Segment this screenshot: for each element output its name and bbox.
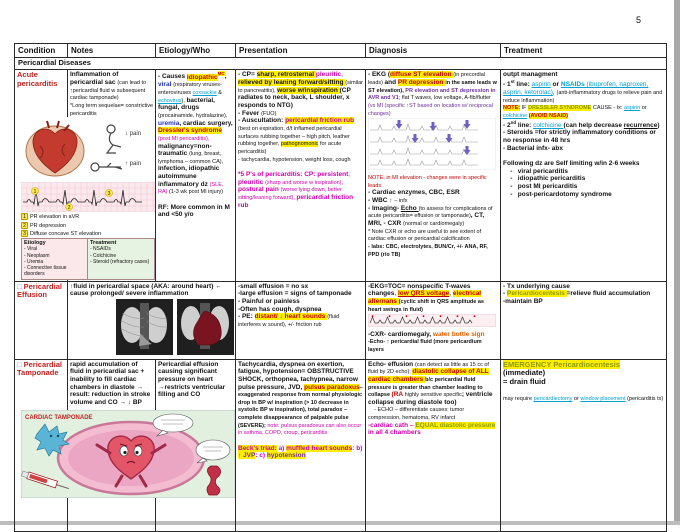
minitable-item: - Colchicine [90, 252, 117, 259]
pericardial-diseases-table [14, 43, 667, 532]
minitable-item: - NSAIDs [90, 246, 111, 253]
cartoon-title: CARDIAC TAMPONADE [25, 415, 93, 422]
effusion-presentation-text: -small effusion = no sx -large effusion = signs of tamponade - Painful or painless -Often has cough, dyspnea - PE: distant/ ↓ heart sounds (fluid interferes w sound), +/- friction rub [238, 282, 352, 328]
legend-text-2: PR depression [30, 222, 67, 229]
cardiac-tamponade-cartoon [21, 410, 235, 501]
cxr-water-bottle [177, 299, 234, 355]
tamponade-etiology-text: Pericardial effusion causing significant pressure on heart →restricts ventricular filling and CO [158, 360, 226, 399]
acute-notes-text: Inflammation of pericardial sac (can lead to ↑pericardial fluid w subsequent cardiac tamponade) *Long term sequelae= constrictive pericarditis [70, 71, 154, 117]
acute-etiology-text: - Causes idiopathic$^{MC}$, viral (respiratory viruses- enteroviruses coxsackie & echovirus), bacterial, fungal, drugs (procainamide, hydralazine), uremia, cardiac surgery, Dressler's syndrome (post MI pericarditis), malignancy=non-traumatic (lung, breast, lymphoma – common CA), infection, idiopathic autoimmune inflammatory dz (SLE, RA) (1-3 wk post MI injury) RF: More common in M and <50 y/o [158, 71, 233, 219]
page-number: 5 [636, 15, 642, 25]
effusion-presentation-cell [236, 281, 366, 359]
acute-diagnosis-text-bottom: NOTE: in MI elevation - changes were in specific leads - Cardiac enzymes, CBC, ESR - WBC ↑ – infx - Imaging- Echo (to assess for complications of acute pericarditis= effusion or tamponade), CT, MRI, - CXR (normal or cardiomegaly) * Note CXR or echo are useful to see extent of cardiac effusion or pericardial calcification - labs: CBC, electrolytes, BUN/Cr, +/- ANA, RF, PPD (r/o TB) [368, 175, 493, 258]
acute-etiology-cell [156, 70, 236, 281]
row-pericardial-tamponade [15, 359, 667, 531]
condition-label: Pericardial Effusion [17, 281, 62, 299]
label-lying-pain: ↑ pain [125, 161, 142, 168]
ecg-marker-3: 3 [107, 191, 111, 198]
minitable-item: - Neoplasm [24, 252, 50, 259]
legend-chip-3: 3 [21, 230, 28, 237]
legend-text-3: Diffuse concave ST elevation [30, 230, 102, 237]
minitable-treatment-col [88, 239, 154, 279]
ecg-legend [21, 213, 155, 237]
acute-presentation-cell [236, 70, 366, 281]
header-row [15, 44, 667, 58]
acute-diagnosis-text-top: - EKG (diffuse ST elevation (in precordial leads) and PR depression in the same leads w ST elevation), PR elevation and ST depression in AVR and V1; flat T waves, low voltage, A-fib/flutter (vs MI (specific ↑ST based on location w/ reciprocal changes) [368, 71, 497, 117]
tamponade-notes-text: rapid accumulation of fluid in pericardial sac + inability to fill cardiac chambers in diastole → result: reduction in stroke volume and CO → ↓ BP [70, 360, 151, 406]
diffuse-st-elevation-ecg-figure [368, 118, 498, 173]
minitable-etiology-title: Etiology [24, 239, 46, 246]
cxr-normal [116, 299, 173, 355]
legend-item [21, 222, 155, 230]
condition-name-acute: Acute pericarditis [17, 70, 58, 88]
tamponade-presentation-text: Tachycardia, dyspnea on exertion, fatigue, hypotension= OBSTRUCTIVE SHOCK, orthopnea, tachypnea, narrow pulse pressure, JVD, pulsus paradoxus– exaggerated response from normal physiologic drop in BP w/ inspiration (> 10 decrease in systolic BP w inspiration), total paradox – complete disappearance of palpable pulse (SEVERE); note: pulsus paradoxus can also occur in asthma, COPD, croup, pericarditis Beck's triad: a) muffled heart sounds: b) ↑ JVP: c) hypotension [238, 360, 363, 460]
col-header-condition: Condition [15, 44, 68, 58]
scan-edge-right [674, 0, 680, 525]
effusion-treatment-cell [501, 281, 667, 359]
condition-name-tamponade [17, 361, 65, 378]
legend-chip-1: 1 [21, 213, 28, 220]
acute-treatment-cell [501, 70, 667, 281]
effusion-notes-cell [68, 281, 236, 359]
col-header-diagnosis: Diagnosis [366, 44, 501, 58]
ecg-marker-2: 2 [67, 205, 71, 212]
effusion-diagnosis-text-bottom: -CXR- cardiomegaly, water bottle sign -Echo- ↑ pericardial fluid (more pericardium layers [368, 330, 485, 354]
minitable-etiology-col [22, 239, 88, 279]
section-title: Pericardial Diseases [15, 58, 667, 70]
tamponade-presentation-cell [236, 359, 366, 531]
condition-name-effusion [17, 283, 65, 300]
legend-chip-2: 2 [21, 222, 28, 229]
acute-diagnosis-cell [366, 70, 501, 281]
effusion-diagnosis-cell [366, 281, 501, 359]
section-row [15, 58, 667, 70]
col-header-treatment: Treatment [501, 44, 667, 58]
legend-item [21, 213, 155, 221]
ecg-marker-1: 1 [33, 189, 37, 196]
electrical-alternans-ecg-figure [368, 314, 498, 330]
tamponade-diagnosis-cell [366, 359, 501, 531]
effusion-diagnosis-text-top: -EKG=TOC= nonspecific T-waves changes, low QRS voltage, electrical alternans (cyclic shift in QRS amplitude as heart swings in fluid) [368, 282, 484, 313]
col-header-notes: Notes [68, 44, 156, 58]
minitable-item: - Connective tissue disorders [24, 265, 67, 278]
chest-xray-comparison-figure [116, 299, 233, 358]
heart-position-illustration [21, 117, 155, 181]
legend-item [21, 230, 155, 238]
tamponade-treatment-cell [501, 359, 667, 531]
checkbox-icon: □ [17, 281, 22, 291]
label-sitting-pain: ↓ pain [125, 131, 142, 138]
etiology-treatment-minitable [21, 238, 155, 280]
acute-notes-figures [21, 117, 155, 279]
row-pericardial-effusion [15, 281, 667, 359]
acute-treatment-text: outpt managment - 1st line: aspirin or NSAIDs (ibuprofen, naproxen, asprin, ketorolac), (anti-inflammatory drugs to relieve pain and reduce inflammation) NOTE: IF DRESSLER SYNDROME CAUSE - tx: aspirin or colchicine (AVOID NSAID) - 2nd line: colchicine (can help decrease recurrence) - Steroids =for strictly inflammatory conditions or no response in 48 hrs - Bacterial infx- abx Following dz are Self limiting w/in 2-6 weeks - viral pericarditis - idiopathic pericarditis - post MI pericarditis - post-pericardotomy syndrome [503, 71, 663, 198]
minitable-item: - Uremia [24, 258, 44, 265]
effusion-notes-text: ↑fluid in pericardial space (AKA: around heart) ← cause prolonged/ severe inflammation [70, 282, 222, 298]
pericarditis-ecg-strip [21, 182, 155, 212]
col-header-presentation: Presentation [236, 44, 366, 58]
row-acute-pericarditis [15, 70, 667, 281]
acute-presentation-text: - CP= sharp, retrosternal pleuritic, relieved by leaning forward/sitting (similar to pancreatitis), worse w/inspiration (CP radiates to neck, back, L shoulder, x responds to NTG) - Fever (FUO) - Auscultation: pericardial friction rub (best on expiration, d/t inflamed pericardial surfaces rubbing together – high pitch, leather rubbing together, pathognomonic for acute pericarditis) - tachycardia, hypotension, weight loss, cough *5 P's of pericarditis: CP: persistent, pleuritic (sharp and worse w inspiration), postural pain (worse lying down, better sitting/leaning forward), pericardial friction rub [238, 71, 364, 209]
tamponade-treatment-text: EMERGENCY Pericardiocentesis (immediate) = drain fluid may require pericardiectomy or window placement (pericarditis tx) [503, 359, 664, 402]
condition-label: Pericardial Tamponade [17, 359, 62, 377]
tamponade-diagnosis-text: Echo- effusion (can detect as little as 15 cc of fluid by 2D echo); diastolic collapse of ALL cardiac chambers b/c pericardial fluid pressure is greater than chamber leading to collapse (RA highly sensitive specific; ventricle collapse during diastole too) - ECHO – differentiate causes: tumor compression, hematoma, RV infarct -cardiac cath – EQUAL diastolic pressure in all 4 chambers [368, 360, 496, 437]
effusion-treatment-text: - Tx underlying cause - Pericardiocentesis =relieve fluid accumulation -maintain BP [503, 282, 651, 305]
minitable-item: - Steroid (refractory cases) [90, 258, 150, 265]
checkbox-icon: □ [17, 359, 22, 369]
effusion-condition-cell [15, 281, 68, 359]
legend-text-1: PR elevation in aVR [30, 214, 80, 221]
minitable-treatment-title: Treatment [90, 239, 117, 246]
col-header-etiology: Etiology/Who [156, 44, 236, 58]
minitable-item: - Viral [24, 246, 37, 253]
